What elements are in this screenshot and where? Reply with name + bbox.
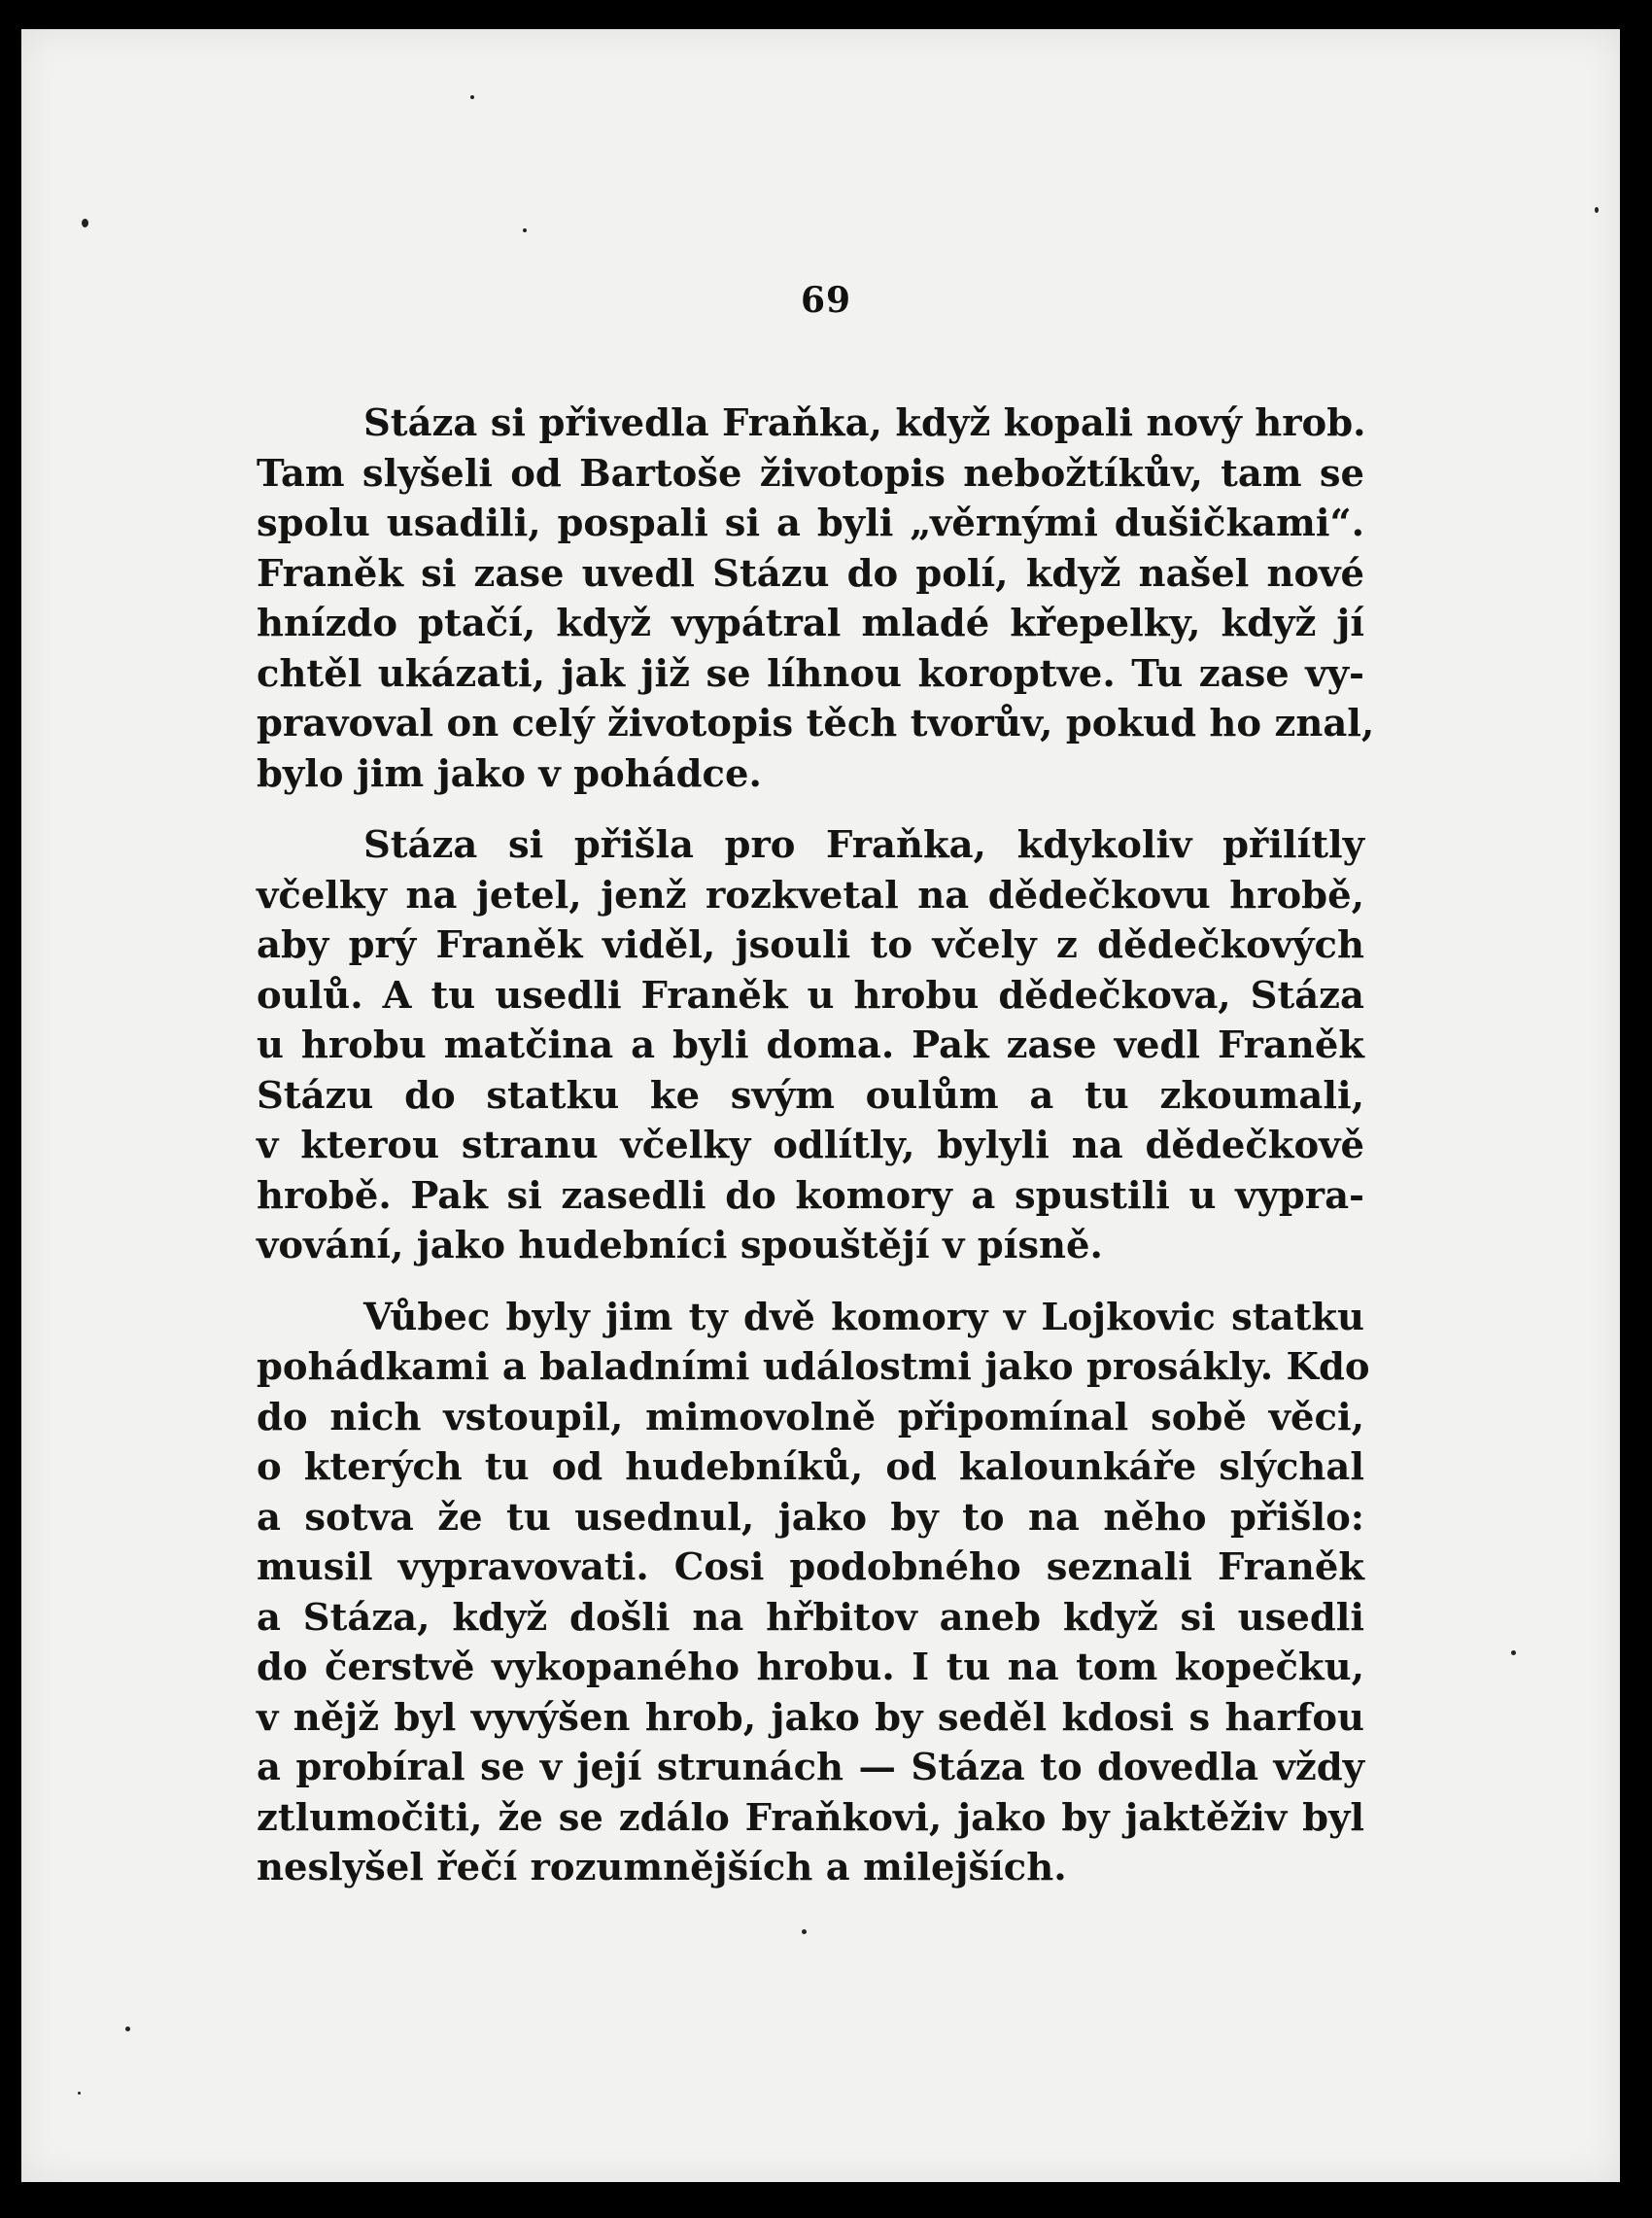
text-line: a probíral se v její strunách — Stáza to dovedla vždy	[257, 1746, 1364, 1789]
text-line: oulů. A tu usedli Franěk u hrobu dědečkova, Stáza	[257, 973, 1364, 1018]
text-line: pohádkami a baladními událostmi jako prosákly. Kdo	[257, 1345, 1370, 1389]
text-line: Stáza si přivedla Fraňka, když kopali nový hrob.	[363, 401, 1366, 445]
text-line: a Stáza, když došli na hřbitov aneb když si usedli	[257, 1595, 1364, 1640]
text-line: Stázu do statku ke svým oulům a tu zkoumali,	[257, 1073, 1364, 1118]
ink-speck	[125, 2027, 130, 2031]
text-line: Franěk si zase uvedl Stázu do polí, když našel nové	[257, 551, 1364, 596]
text-line: chtěl ukázati, jak již se líhnou koroptve. Tu zase vy-	[257, 651, 1364, 696]
text-line: včelky na jetel, jenž rozkvetal na dědečkovu hrobě,	[257, 873, 1364, 918]
text-line: o kterých tu od hudebníků, od kalounkáře slýchal	[257, 1445, 1364, 1489]
paragraph	[257, 820, 1364, 1271]
text-line: Stáza si přišla pro Fraňka, kdykoliv přilítly	[363, 823, 1364, 867]
ink-speck	[523, 228, 527, 232]
ink-speck	[802, 1929, 807, 1934]
text-line: ztlumočiti, že se zdálo Fraňkovi, jako by jaktěživ byl	[257, 1795, 1364, 1840]
text-line: v nějž byl vyvýšen hrob, jako by seděl kdosi s harfou	[257, 1695, 1364, 1740]
text-line: hrobě. Pak si zasedli do komory a spustili u vypra-	[257, 1173, 1364, 1218]
text-line: Vůbec byly jim ty dvě komory v Lojkovic statku	[363, 1295, 1364, 1339]
paragraph	[257, 1293, 1370, 1893]
text-line: v kterou stranu včelky odlítly, bylyli na dědečkově	[257, 1124, 1364, 1167]
text-line: musil vypravovati. Cosi podobného seznali Franěk	[257, 1545, 1364, 1589]
text-line: Tam slyšeli od Bartoše životopis nebožtíkův, tam se	[257, 451, 1364, 496]
ink-speck	[1511, 1650, 1516, 1655]
ink-speck	[82, 219, 88, 227]
body-text	[257, 399, 1375, 1915]
text-line: hnízdo ptačí, když vypátral mladé křepelky, když jí	[257, 602, 1364, 645]
page-number: 69	[800, 280, 852, 321]
text-line: a sotva že tu usednul, jako by to na něho přišlo:	[257, 1495, 1364, 1540]
ink-speck	[1595, 207, 1599, 213]
ink-speck	[470, 95, 474, 99]
text-line: vování, jako hudebníci spouštějí v písně.	[257, 1224, 1103, 1267]
paragraph	[257, 399, 1375, 799]
text-line: neslyšel řečí rozumnějších a milejších.	[257, 1846, 1067, 1889]
ink-speck	[78, 2092, 81, 2095]
text-line: do nich vstoupil, mimovolně připomínal sobě věci,	[257, 1395, 1364, 1439]
text-line: bylo jim jako v pohádce.	[257, 751, 762, 796]
text-line: aby prý Franěk viděl, jsouli to včely z dědečkových	[257, 923, 1364, 967]
text-line: spolu usadili, pospali si a byli „věrnými dušičkami“.	[257, 502, 1364, 545]
text-line: pravoval on celý životopis těch tvorův, pokud ho znal,	[257, 702, 1375, 745]
text-line: do čerstvě vykopaného hrobu. I tu na tom kopečku,	[257, 1646, 1364, 1689]
text-line: u hrobu matčina a byli doma. Pak zase vedl Franěk	[257, 1023, 1364, 1067]
